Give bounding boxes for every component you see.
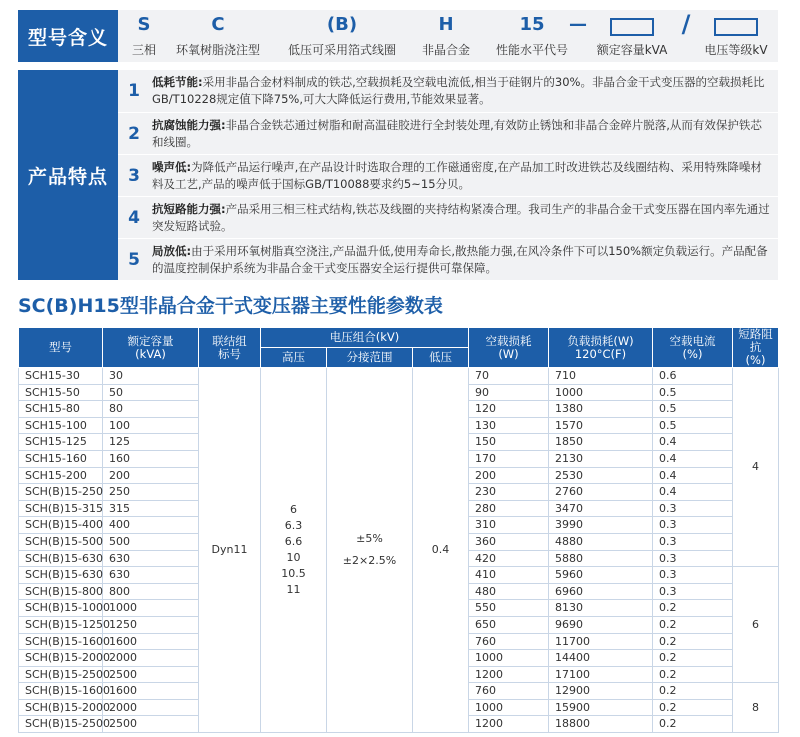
cell-capacity: 2500 xyxy=(103,716,199,733)
voltage-placeholder-box xyxy=(714,18,758,36)
cell-noload-current: 0.2 xyxy=(653,650,733,667)
col-hv: 高压 xyxy=(261,348,327,368)
cell-capacity: 800 xyxy=(103,583,199,600)
model-meaning-label: 型号含义 xyxy=(18,10,118,62)
cell-model: SCH(B)15-2000 xyxy=(19,699,103,716)
cell-model: SCH(B)15-1600 xyxy=(19,633,103,650)
cell-model: SCH(B)15-800 xyxy=(19,583,103,600)
hv-value: 6 xyxy=(290,503,297,517)
cell-model: SCH(B)15-2000 xyxy=(19,650,103,667)
col-load-loss: 负载损耗(W) 120°C(F) xyxy=(549,328,653,368)
col-model: 型号 xyxy=(19,328,103,368)
cell-model: SCH(B)15-2500 xyxy=(19,666,103,683)
cell-noload-loss: 480 xyxy=(469,583,549,600)
cell-load-loss: 5960 xyxy=(549,567,653,584)
cell-model: SCH(B)15-1000 xyxy=(19,600,103,617)
cell-noload-current: 0.2 xyxy=(653,716,733,733)
cell-noload-current: 0.3 xyxy=(653,533,733,550)
cell-model: SCH(B)15-500 xyxy=(19,533,103,550)
cell-load-loss: 1000 xyxy=(549,384,653,401)
cell-model: SCH15-125 xyxy=(19,434,103,451)
features-label: 产品特点 xyxy=(18,70,118,280)
cell-capacity: 2000 xyxy=(103,699,199,716)
cell-load-loss: 17100 xyxy=(549,666,653,683)
cell-load-loss: 2530 xyxy=(549,467,653,484)
model-part-s: S 三相 xyxy=(131,14,156,57)
hv-value: 10 xyxy=(286,551,301,565)
table-row xyxy=(19,368,779,385)
cell-capacity: 30 xyxy=(103,368,199,385)
cell-noload-loss: 200 xyxy=(469,467,549,484)
cell-capacity: 160 xyxy=(103,450,199,467)
col-voltage: 电压组合(kV) xyxy=(261,328,469,348)
hv-value: 6.3 xyxy=(284,519,303,533)
model-part-15: 15 性能水平代号 xyxy=(495,14,568,57)
feature-item: 1 低耗节能:采用非晶合金材料制成的铁芯,空载损耗及空载电流低,相当于硅钢片的30%。非晶合金干式变压器的空载损耗比GB/T10228规定值下降75%,可大大降低运行费用,节能效果显著。 xyxy=(128,75,765,106)
cell-noload-loss: 760 xyxy=(469,633,549,650)
cell-capacity: 630 xyxy=(103,550,199,567)
cell-model: SCH(B)15-630 xyxy=(19,567,103,584)
cell-model: SCH(B)15-250 xyxy=(19,484,103,501)
cell-capacity: 500 xyxy=(103,533,199,550)
cell-noload-loss: 90 xyxy=(469,384,549,401)
col-tap: 分接范围 xyxy=(327,348,413,368)
cell-noload-current: 0.2 xyxy=(653,699,733,716)
cell-noload-loss: 120 xyxy=(469,401,549,418)
cell-load-loss: 6960 xyxy=(549,583,653,600)
cell-noload-loss: 410 xyxy=(469,567,549,584)
cell-load-loss: 3990 xyxy=(549,517,653,534)
cell-capacity: 80 xyxy=(103,401,199,418)
col-connection: 联结组 标号 xyxy=(199,328,261,368)
cell-noload-loss: 1200 xyxy=(469,666,549,683)
cell-load-loss: 1570 xyxy=(549,417,653,434)
cell-model: SCH(B)15-630 xyxy=(19,550,103,567)
model-part-capacity: 额定容量kVA xyxy=(588,10,676,62)
col-noload-current: 空载电流 (%) xyxy=(653,328,733,368)
cell-noload-current: 0.4 xyxy=(653,484,733,501)
cell-model: SCH(B)15-2500 xyxy=(19,716,103,733)
cell-noload-current: 0.2 xyxy=(653,616,733,633)
feature-item: 3 噪声低:为降低产品运行噪声,在产品设计时选取合理的工作磁通密度,在产品加工时改进铁芯及线圈结构、采用特殊降噪材料及工艺,产品的噪声低于国标GB/T10088要求约5~15分贝。 xyxy=(118,154,778,197)
cell-capacity: 2500 xyxy=(103,666,199,683)
col-impedance: 短路阻抗 (%) xyxy=(733,328,779,368)
cell-impedance: 8 xyxy=(733,683,779,733)
cell-capacity: 1600 xyxy=(103,633,199,650)
cell-capacity: 315 xyxy=(103,500,199,517)
cell-capacity: 1600 xyxy=(103,683,199,700)
cell-model: SCH15-200 xyxy=(19,467,103,484)
cell-capacity: 200 xyxy=(103,467,199,484)
cell-hv xyxy=(261,368,327,733)
cell-load-loss: 18800 xyxy=(549,716,653,733)
cell-capacity: 1250 xyxy=(103,616,199,633)
cell-capacity: 250 xyxy=(103,484,199,501)
cell-noload-current: 0.2 xyxy=(653,633,733,650)
cell-noload-current: 0.5 xyxy=(653,401,733,418)
cell-capacity: 400 xyxy=(103,517,199,534)
cell-noload-loss: 280 xyxy=(469,500,549,517)
cell-model: SCH(B)15-400 xyxy=(19,517,103,534)
cell-model: SCH15-30 xyxy=(19,368,103,385)
cell-load-loss: 1850 xyxy=(549,434,653,451)
model-part-b: (B) 低压可采用箔式线圈 xyxy=(287,14,396,57)
cell-noload-loss: 1200 xyxy=(469,716,549,733)
cell-load-loss: 12900 xyxy=(549,683,653,700)
product-features xyxy=(18,70,778,280)
cell-noload-loss: 360 xyxy=(469,533,549,550)
cell-load-loss: 1380 xyxy=(549,401,653,418)
model-part-c: C 环氧树脂浇注型 xyxy=(175,14,260,57)
cell-model: SCH(B)15-315 xyxy=(19,500,103,517)
cell-capacity: 1000 xyxy=(103,600,199,617)
table-title: SC(B)H15型非晶合金干式变压器主要性能参数表 xyxy=(18,295,443,317)
cell-capacity: 125 xyxy=(103,434,199,451)
cell-noload-loss: 130 xyxy=(469,417,549,434)
cell-noload-current: 0.6 xyxy=(653,368,733,385)
cell-noload-current: 0.3 xyxy=(653,550,733,567)
cell-load-loss: 2760 xyxy=(549,484,653,501)
cell-noload-current: 0.4 xyxy=(653,434,733,451)
cell-lv: 0.4 xyxy=(413,368,469,733)
hv-value: 11 xyxy=(286,583,301,597)
cell-capacity: 2000 xyxy=(103,650,199,667)
cell-load-loss: 14400 xyxy=(549,650,653,667)
cell-noload-current: 0.5 xyxy=(653,417,733,434)
capacity-placeholder-box xyxy=(610,18,654,36)
cell-noload-loss: 150 xyxy=(469,434,549,451)
cell-model: SCH(B)15-1250 xyxy=(19,616,103,633)
cell-capacity: 630 xyxy=(103,567,199,584)
tap-value: ±2×2.5% xyxy=(342,554,397,568)
cell-noload-current: 0.2 xyxy=(653,666,733,683)
tap-value: ±5% xyxy=(356,532,383,546)
col-lv: 低压 xyxy=(413,348,469,368)
cell-noload-current: 0.3 xyxy=(653,500,733,517)
cell-noload-loss: 760 xyxy=(469,683,549,700)
cell-load-loss: 710 xyxy=(549,368,653,385)
cell-connection: Dyn11 xyxy=(199,368,261,733)
cell-noload-current: 0.5 xyxy=(653,384,733,401)
feature-item: 4 抗短路能力强:产品采用三相三柱式结构,铁芯及线圈的夹持结构紧凑合理。我司生产的非晶合金干式变压器在国内率先通过突发短路试验。 xyxy=(118,196,778,239)
cell-noload-current: 0.2 xyxy=(653,683,733,700)
cell-noload-current: 0.3 xyxy=(653,583,733,600)
cell-noload-loss: 1000 xyxy=(469,699,549,716)
cell-load-loss: 9690 xyxy=(549,616,653,633)
cell-noload-current: 0.2 xyxy=(653,600,733,617)
cell-impedance: 4 xyxy=(733,368,779,567)
model-meaning-strip xyxy=(18,10,778,62)
cell-capacity: 50 xyxy=(103,384,199,401)
feature-item: 5 局放低:由于采用环氧树脂真空浇注,产品温升低,使用寿命长,散热能力强,在风冷条件下可以150%额定负载运行。产品配备的温度控制保护系统为非晶合金干式变压器安全运行提供可靠保障。 xyxy=(118,238,778,281)
cell-load-loss: 2130 xyxy=(549,450,653,467)
cell-noload-loss: 170 xyxy=(469,450,549,467)
cell-load-loss: 15900 xyxy=(549,699,653,716)
cell-model: SCH15-160 xyxy=(19,450,103,467)
cell-load-loss: 8130 xyxy=(549,600,653,617)
cell-load-loss: 5880 xyxy=(549,550,653,567)
model-part-dash: — xyxy=(569,14,587,35)
model-part-voltage: 电压等级kV xyxy=(698,10,774,62)
cell-noload-current: 0.4 xyxy=(653,450,733,467)
cell-noload-loss: 310 xyxy=(469,517,549,534)
cell-model: SCH15-50 xyxy=(19,384,103,401)
cell-impedance: 6 xyxy=(733,567,779,683)
spec-table xyxy=(18,327,779,733)
cell-model: SCH15-100 xyxy=(19,417,103,434)
hv-value: 6.6 xyxy=(284,535,303,549)
cell-tap xyxy=(327,368,413,733)
cell-noload-loss: 650 xyxy=(469,616,549,633)
cell-load-loss: 11700 xyxy=(549,633,653,650)
col-noload-loss: 空载损耗 (W) xyxy=(469,328,549,368)
feature-item: 2 抗腐蚀能力强:非晶合金铁芯通过树脂和耐高温硅胶进行全封装处理,有效防止锈蚀和非晶合金碎片脱落,从而有效保护铁芯和线圈。 xyxy=(118,112,778,155)
cell-noload-loss: 550 xyxy=(469,600,549,617)
cell-model: SCH(B)15-1600 xyxy=(19,683,103,700)
table-body xyxy=(19,368,779,733)
col-capacity: 额定容量 (kVA) xyxy=(103,328,199,368)
cell-noload-loss: 70 xyxy=(469,368,549,385)
cell-noload-current: 0.3 xyxy=(653,567,733,584)
cell-noload-loss: 1000 xyxy=(469,650,549,667)
cell-noload-current: 0.4 xyxy=(653,467,733,484)
cell-load-loss: 4880 xyxy=(549,533,653,550)
cell-model: SCH15-80 xyxy=(19,401,103,418)
cell-noload-loss: 420 xyxy=(469,550,549,567)
cell-noload-current: 0.3 xyxy=(653,517,733,534)
cell-noload-loss: 230 xyxy=(469,484,549,501)
cell-load-loss: 3470 xyxy=(549,500,653,517)
cell-capacity: 100 xyxy=(103,417,199,434)
model-part-slash: / xyxy=(681,10,691,38)
hv-value: 10.5 xyxy=(281,567,306,581)
model-part-h: H 非晶合金 xyxy=(421,14,470,57)
